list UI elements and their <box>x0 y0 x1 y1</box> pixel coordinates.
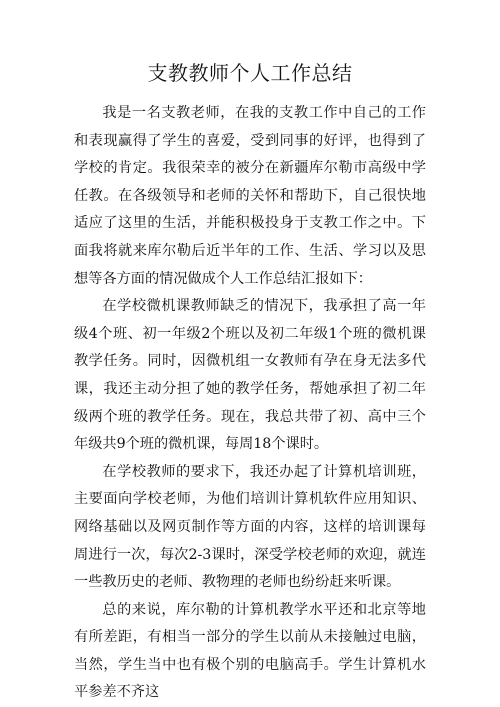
paragraph-3: 在学校教师的要求下，我还办起了计算机培训班，主要面向学校老师，为他们培训计算机软件应用知识、网络基础以及网页制作等方面的内容，这样的培训课每周进行一次，每次2-3课时，深受学校老师的欢迎，就连一些教历史的老师、教物理的老师也纷纷赶来听课。 <box>74 463 426 591</box>
paragraph-4: 总的来说，库尔勒的计算机教学水平还和北京等地有所差距，有相当一部分的学生以前从未接触过电脑，当然，学生当中也有极个别的电脑高手。学生计算机水平参差不齐这 <box>74 601 426 701</box>
paragraph-2: 在学校微机课教师缺乏的情况下，我承担了高一年级4个班、初一年级2个班以及初二年级1个班的微机课教学任务。同时，因微机组一女教师有孕在身无法多代课，我还主动分担了她的教学任务，帮她承担了初二年级两个班的教学任务。现在，我总共带了初、高中三个年级共9个班的微机课，每周18个课时。 <box>74 298 426 453</box>
document-title: 支教教师个人工作总结 <box>147 61 353 85</box>
document-body <box>74 100 426 707</box>
paragraph-1: 我是一名支教老师，在我的支教工作中自己的工作和表现赢得了学生的喜爱，受到同事的好评，也得到了学校的肯定。我很荣幸的被分在新疆库尔勒市高级中学任教。在各级领导和老师的关怀和帮助下，自己很快地适应了这里的生活，并能积极投身于支教工作之中。下面我将就来库尔勒后近半年的工作、生活、学习以及思想等各方面的情况做成个人工作总结汇报如下： <box>74 105 426 287</box>
